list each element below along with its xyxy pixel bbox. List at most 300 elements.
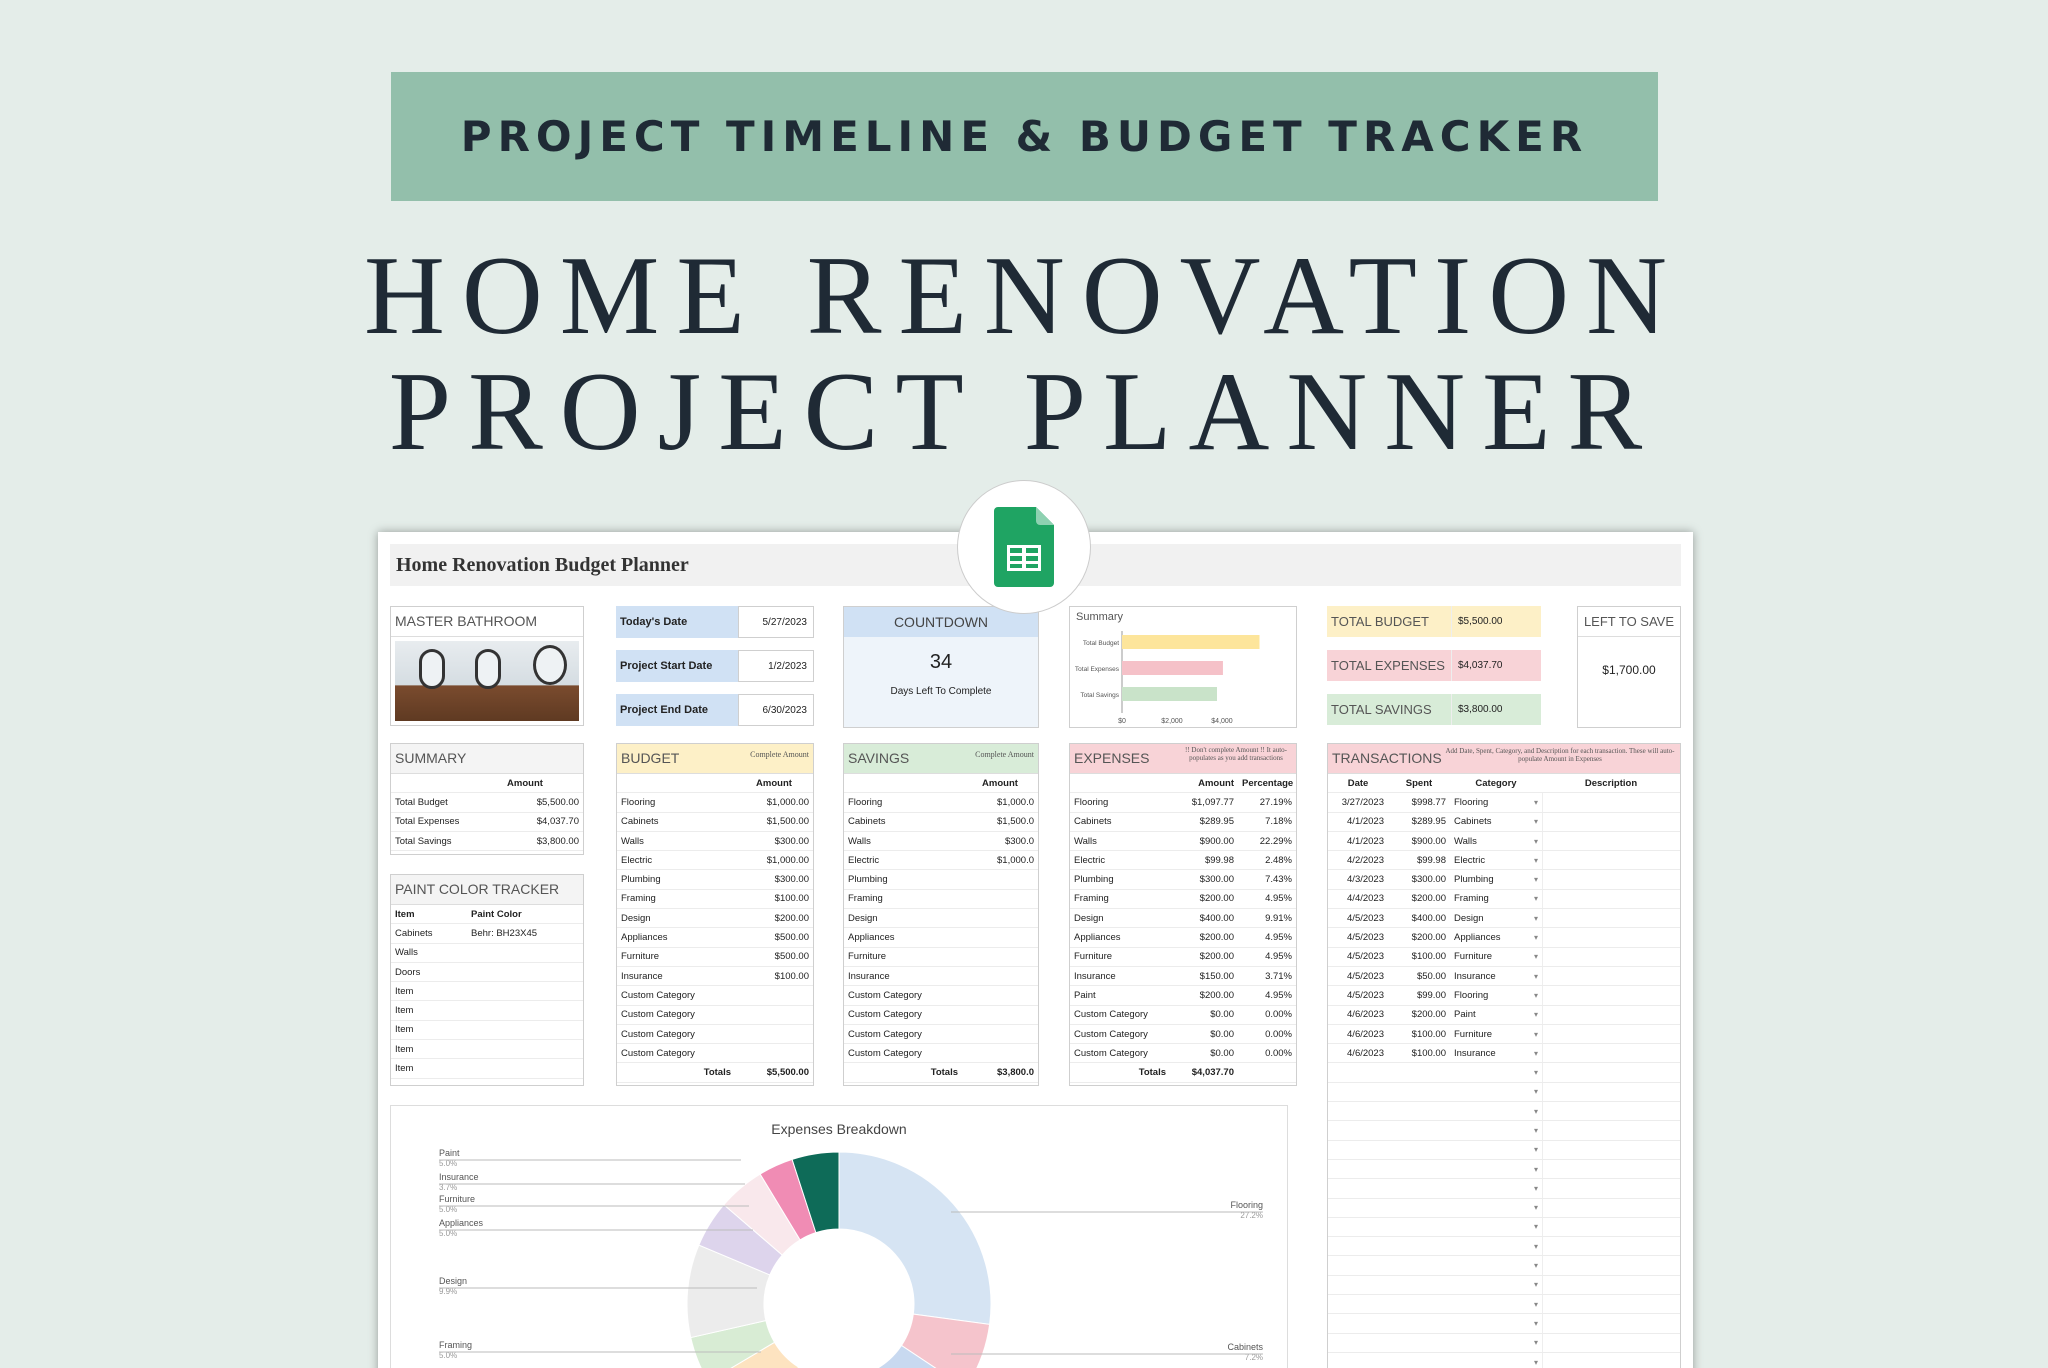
- dropdown-arrow-icon[interactable]: ▾: [1534, 1280, 1539, 1290]
- tx-date[interactable]: 4/1/2023: [1347, 816, 1384, 828]
- table-row: [617, 909, 813, 928]
- table-row: [844, 909, 1038, 928]
- date-value[interactable]: 5/27/2023: [738, 606, 814, 638]
- table-row: [391, 944, 583, 963]
- category-label: Framing: [848, 893, 883, 905]
- dropdown-arrow-icon[interactable]: ▾: [1534, 933, 1539, 943]
- table-row: [1070, 832, 1296, 851]
- slice-percentage: 5.0%: [439, 1159, 458, 1168]
- tx-description[interactable]: [1542, 1083, 1680, 1101]
- tx-description[interactable]: [1542, 832, 1680, 850]
- percentage-cell: 2.48%: [1265, 854, 1292, 866]
- dropdown-arrow-icon[interactable]: ▾: [1534, 1164, 1539, 1174]
- tx-category[interactable]: Insurance: [1454, 970, 1496, 982]
- date-panel: [616, 606, 814, 726]
- column-header: Amount: [982, 777, 1018, 789]
- totals-value: $3,800.0: [997, 1067, 1034, 1079]
- tx-date[interactable]: 4/4/2023: [1347, 893, 1384, 905]
- column-header: Amount: [1198, 777, 1234, 789]
- dropdown-arrow-icon[interactable]: ▾: [1534, 1048, 1539, 1058]
- paint-item[interactable]: Item: [395, 1063, 414, 1075]
- column-header: Item: [395, 908, 415, 920]
- table-header: [844, 774, 1038, 793]
- bathroom-photo: [395, 641, 579, 721]
- paint-item[interactable]: Cabinets: [395, 927, 433, 939]
- summary-chart-svg: [1070, 629, 1296, 725]
- tx-spent[interactable]: $100.00: [1411, 1047, 1446, 1059]
- slice-label: Flooring: [1230, 1200, 1263, 1210]
- tx-description[interactable]: [1542, 1160, 1680, 1178]
- tx-description[interactable]: [1542, 1044, 1680, 1062]
- totals-row: [617, 1063, 813, 1082]
- table-row: [1328, 1044, 1680, 1063]
- amount-cell: $200.00: [1199, 951, 1234, 963]
- row-value: $3,800.00: [536, 835, 579, 847]
- table-row: [1328, 813, 1680, 832]
- paint-item[interactable]: Item: [395, 1043, 414, 1055]
- category-label: Walls: [1074, 835, 1097, 847]
- amount-cell[interactable]: $500.00: [774, 932, 809, 944]
- date-value[interactable]: 6/30/2023: [738, 694, 814, 726]
- row-label: Total Budget: [395, 796, 448, 808]
- tx-description[interactable]: [1542, 1121, 1680, 1139]
- tx-description[interactable]: [1542, 909, 1680, 927]
- paint-item[interactable]: Item: [395, 1024, 414, 1036]
- category-label: Appliances: [1074, 932, 1121, 944]
- paint-item[interactable]: Walls: [395, 947, 418, 959]
- tx-category[interactable]: Paint: [1454, 1009, 1476, 1021]
- table-header: [391, 905, 583, 924]
- tx-spent[interactable]: $998.77: [1411, 796, 1446, 808]
- category-label: Custom Category: [621, 1047, 695, 1059]
- countdown-card: [843, 606, 1039, 728]
- category-label: Flooring: [848, 796, 883, 808]
- totals-row: [1070, 1063, 1296, 1082]
- tx-description[interactable]: [1542, 1102, 1680, 1120]
- expenses-label: EXPENSES: [1074, 750, 1150, 766]
- summary-bar-label: Total Budget: [1082, 640, 1119, 647]
- tx-category[interactable]: Electric: [1454, 854, 1486, 866]
- column-header: Category: [1475, 777, 1517, 789]
- percentage-cell: 7.18%: [1265, 816, 1292, 828]
- dropdown-arrow-icon[interactable]: ▾: [1534, 1029, 1539, 1039]
- category-label: Flooring: [621, 796, 656, 808]
- amount-cell[interactable]: $1,000.00: [766, 854, 809, 866]
- tx-date[interactable]: 4/5/2023: [1347, 970, 1384, 982]
- table-row: [617, 890, 813, 909]
- table-row: [844, 890, 1038, 909]
- total-label: TOTAL BUDGET: [1327, 606, 1451, 637]
- tx-date[interactable]: 4/5/2023: [1347, 912, 1384, 924]
- tx-spent[interactable]: $200.00: [1411, 1009, 1446, 1021]
- table-row: [1328, 1353, 1680, 1368]
- amount-cell[interactable]: $300.00: [774, 874, 809, 886]
- table-row: [391, 832, 583, 851]
- totals-label: Totals: [1138, 1067, 1166, 1079]
- table-row: [617, 832, 813, 851]
- table-row: [844, 870, 1038, 889]
- column-header: Amount: [756, 777, 792, 789]
- percentage-cell: 4.95%: [1265, 932, 1292, 944]
- tx-category[interactable]: Furniture: [1454, 1028, 1493, 1040]
- tx-date[interactable]: 4/2/2023: [1347, 854, 1384, 866]
- budget-note: Complete Amount: [750, 750, 809, 759]
- budget-label: BUDGET: [621, 750, 680, 766]
- amount-cell[interactable]: $100.00: [774, 893, 809, 905]
- amount-cell: $289.95: [1199, 816, 1234, 828]
- dropdown-arrow-icon[interactable]: ▾: [1534, 913, 1539, 923]
- paint-item[interactable]: Item: [395, 985, 414, 997]
- tx-category[interactable]: Cabinets: [1454, 816, 1492, 828]
- amount-cell[interactable]: $1,000.0: [997, 854, 1034, 866]
- table-row: [1070, 870, 1296, 889]
- percentage-cell: 4.95%: [1265, 989, 1292, 1001]
- google-sheets-icon: [957, 480, 1091, 614]
- tx-category[interactable]: Flooring: [1454, 796, 1489, 808]
- category-label: Plumbing: [621, 874, 661, 886]
- room-label: MASTER BATHROOM: [391, 607, 583, 637]
- sheet-heading: Home Renovation Budget Planner: [390, 544, 1681, 586]
- table-row: [1328, 1199, 1680, 1218]
- column-header: Percentage: [1242, 777, 1294, 789]
- tx-spent[interactable]: $200.00: [1411, 932, 1446, 944]
- table-row: [844, 967, 1038, 986]
- amount-cell: $1,097.77: [1191, 796, 1234, 808]
- category-label: Furniture: [848, 951, 887, 963]
- category-label: Framing: [1074, 893, 1109, 905]
- tx-category[interactable]: Appliances: [1454, 932, 1501, 944]
- table-row: [617, 1006, 813, 1025]
- category-label: Insurance: [848, 970, 890, 982]
- totals-value: $4,037.70: [1191, 1067, 1234, 1079]
- amount-cell[interactable]: $500.00: [774, 951, 809, 963]
- dropdown-arrow-icon[interactable]: ▾: [1534, 1222, 1539, 1232]
- table-row: [1328, 1218, 1680, 1237]
- category-label: Custom Category: [848, 1047, 922, 1059]
- tx-description[interactable]: [1542, 1199, 1680, 1217]
- left-to-save-label: LEFT TO SAVE: [1578, 607, 1680, 637]
- amount-cell[interactable]: $100.00: [774, 970, 809, 982]
- amount-cell[interactable]: $1,000.0: [997, 796, 1034, 808]
- slice-percentage: 5.0%: [439, 1205, 458, 1214]
- dropdown-arrow-icon[interactable]: ▾: [1534, 1183, 1539, 1193]
- percentage-cell: 0.00%: [1265, 1028, 1292, 1040]
- paint-item[interactable]: Doors: [395, 966, 421, 978]
- dropdown-arrow-icon[interactable]: ▾: [1534, 1203, 1539, 1213]
- table-row: [617, 967, 813, 986]
- column-header: Description: [1584, 777, 1638, 789]
- date-label: Project Start Date: [616, 650, 738, 682]
- tick-label: $2,000: [1161, 718, 1183, 725]
- slice-label: Framing: [439, 1340, 473, 1350]
- amount-cell: $200.00: [1199, 893, 1234, 905]
- tx-description[interactable]: [1542, 1295, 1680, 1313]
- dropdown-arrow-icon[interactable]: ▾: [1534, 1106, 1539, 1116]
- date-row: [616, 606, 814, 638]
- tx-description[interactable]: [1542, 1006, 1680, 1024]
- tx-spent[interactable]: $99.98: [1416, 854, 1446, 866]
- table-row: [617, 851, 813, 870]
- summary-bar: [1122, 687, 1217, 701]
- dropdown-arrow-icon[interactable]: ▾: [1534, 1299, 1539, 1309]
- amount-cell[interactable]: $200.00: [774, 912, 809, 924]
- dropdown-arrow-icon[interactable]: ▾: [1534, 1145, 1539, 1155]
- tx-spent[interactable]: $99.00: [1416, 989, 1446, 1001]
- percentage-cell: 7.43%: [1265, 874, 1292, 886]
- amount-cell: $900.00: [1199, 835, 1234, 847]
- category-label: Cabinets: [848, 816, 886, 828]
- countdown-caption: Days Left To Complete: [890, 686, 992, 697]
- table-row: [1328, 967, 1680, 986]
- table-row: [1328, 890, 1680, 909]
- category-label: Furniture: [1074, 951, 1113, 963]
- dropdown-arrow-icon[interactable]: ▾: [1534, 952, 1539, 962]
- category-label: Cabinets: [1074, 816, 1112, 828]
- column-header: Spent: [1405, 777, 1433, 789]
- tx-category[interactable]: Walls: [1454, 835, 1477, 847]
- tx-description[interactable]: [1542, 851, 1680, 869]
- table-header: [617, 774, 813, 793]
- category-label: Custom Category: [848, 1028, 922, 1040]
- paint-label: PAINT COLOR TRACKER: [391, 875, 583, 905]
- totals-row: [844, 1063, 1038, 1082]
- dropdown-arrow-icon[interactable]: ▾: [1534, 894, 1539, 904]
- percentage-cell: 22.29%: [1259, 835, 1292, 847]
- amount-cell: $200.00: [1199, 932, 1234, 944]
- chart-title: Expenses Breakdown: [771, 1121, 907, 1137]
- slice-percentage: 3.7%: [439, 1183, 458, 1192]
- tx-category[interactable]: Furniture: [1454, 951, 1493, 963]
- tx-spent[interactable]: $900.00: [1411, 835, 1446, 847]
- amount-cell: $400.00: [1199, 912, 1234, 924]
- spreadsheet-preview: [378, 532, 1693, 1368]
- table-header: [1070, 774, 1296, 793]
- date-value[interactable]: 1/2/2023: [738, 650, 814, 682]
- tx-category[interactable]: Plumbing: [1454, 874, 1494, 886]
- tx-description[interactable]: [1542, 890, 1680, 908]
- category-label: Custom Category: [621, 1028, 695, 1040]
- paint-item[interactable]: Item: [395, 1005, 414, 1017]
- table-row: [1070, 909, 1296, 928]
- dropdown-arrow-icon[interactable]: ▾: [1534, 1357, 1539, 1367]
- slice-label: Paint: [439, 1148, 460, 1158]
- percentage-cell: 4.95%: [1265, 893, 1292, 905]
- amount-cell[interactable]: $1,500.0: [997, 816, 1034, 828]
- percentage-cell: 0.00%: [1265, 1047, 1292, 1059]
- slice-label: Appliances: [439, 1218, 484, 1228]
- tx-date[interactable]: 3/27/2023: [1341, 796, 1384, 808]
- tx-category[interactable]: Framing: [1454, 893, 1489, 905]
- amount-cell: $0.00: [1210, 1028, 1234, 1040]
- total-label: TOTAL SAVINGS: [1327, 694, 1451, 725]
- tx-description[interactable]: [1542, 967, 1680, 985]
- tx-description[interactable]: [1542, 1256, 1680, 1274]
- table-row: [391, 1059, 583, 1078]
- tx-category[interactable]: Design: [1454, 912, 1484, 924]
- tx-description[interactable]: [1542, 870, 1680, 888]
- total-value: $4,037.70: [1451, 650, 1541, 681]
- tx-description[interactable]: [1542, 1276, 1680, 1294]
- table-row: [1070, 1025, 1296, 1044]
- category-label: Flooring: [1074, 796, 1109, 808]
- tx-date[interactable]: 4/6/2023: [1347, 1009, 1384, 1021]
- category-label: Cabinets: [621, 816, 659, 828]
- row-value: $5,500.00: [536, 796, 579, 808]
- category-label: Design: [1074, 912, 1104, 924]
- table-row: [617, 986, 813, 1005]
- table-row: [1328, 948, 1680, 967]
- tx-description[interactable]: [1542, 813, 1680, 831]
- dropdown-arrow-icon[interactable]: ▾: [1534, 875, 1539, 885]
- dropdown-arrow-icon[interactable]: ▾: [1534, 1087, 1539, 1097]
- tx-description[interactable]: [1542, 928, 1680, 946]
- amount-cell[interactable]: $1,000.00: [766, 796, 809, 808]
- tx-description[interactable]: [1542, 1334, 1680, 1352]
- table-row: [1328, 909, 1680, 928]
- tx-spent[interactable]: $400.00: [1411, 912, 1446, 924]
- total-expenses-row: [1327, 650, 1541, 681]
- dropdown-arrow-icon[interactable]: ▾: [1534, 836, 1539, 846]
- tx-description[interactable]: [1542, 1237, 1680, 1255]
- percentage-cell: 9.91%: [1265, 912, 1292, 924]
- slice-percentage: 9.9%: [439, 1287, 458, 1296]
- table-row: [1070, 1006, 1296, 1025]
- dropdown-arrow-icon[interactable]: ▾: [1534, 1068, 1539, 1078]
- tx-description[interactable]: [1542, 1353, 1680, 1368]
- tx-date[interactable]: 4/3/2023: [1347, 874, 1384, 886]
- tx-description[interactable]: [1542, 1063, 1680, 1081]
- column-header: Date: [1347, 777, 1369, 789]
- summary-bar: [1122, 661, 1223, 675]
- tx-description[interactable]: [1542, 1179, 1680, 1197]
- table-row: [1328, 832, 1680, 851]
- table-row: [1328, 1083, 1680, 1102]
- category-label: Walls: [621, 835, 644, 847]
- table-row: [1070, 967, 1296, 986]
- dropdown-arrow-icon[interactable]: ▾: [1534, 1318, 1539, 1328]
- row-label: Total Expenses: [395, 816, 460, 828]
- category-label: Electric: [848, 854, 880, 866]
- total-value: $3,800.00: [1451, 694, 1541, 725]
- table-row: [1328, 1295, 1680, 1314]
- slice-percentage: 5.0%: [439, 1229, 458, 1238]
- slice-percentage: 5.0%: [439, 1351, 458, 1360]
- dropdown-arrow-icon[interactable]: ▾: [1534, 1125, 1539, 1135]
- summary-label: SUMMARY: [391, 744, 583, 774]
- transactions-label: TRANSACTIONS: [1332, 750, 1442, 766]
- table-row: [844, 1006, 1038, 1025]
- amount-cell[interactable]: $300.0: [1004, 835, 1034, 847]
- dropdown-arrow-icon[interactable]: ▾: [1534, 797, 1539, 807]
- table-header: [391, 774, 583, 793]
- savings-note: Complete Amount: [975, 750, 1034, 759]
- dropdown-arrow-icon[interactable]: ▾: [1534, 855, 1539, 865]
- tx-description[interactable]: [1542, 793, 1680, 811]
- category-label: Custom Category: [848, 1009, 922, 1021]
- category-label: Custom Category: [621, 989, 695, 1001]
- tx-description[interactable]: [1542, 1141, 1680, 1159]
- table-row: [1070, 948, 1296, 967]
- tx-date[interactable]: 4/6/2023: [1347, 1028, 1384, 1040]
- tx-description[interactable]: [1542, 1025, 1680, 1043]
- amount-cell[interactable]: $1,500.00: [766, 816, 809, 828]
- tx-date[interactable]: 4/1/2023: [1347, 835, 1384, 847]
- countdown-label: COUNTDOWN: [844, 607, 1038, 637]
- table-row: [617, 793, 813, 812]
- amount-cell: $0.00: [1210, 1047, 1234, 1059]
- table-row: [1070, 986, 1296, 1005]
- total-label: TOTAL EXPENSES: [1327, 650, 1451, 681]
- slice-label: Design: [439, 1276, 468, 1286]
- tx-description[interactable]: [1542, 986, 1680, 1004]
- dropdown-arrow-icon[interactable]: ▾: [1534, 817, 1539, 827]
- table-row: [1328, 1006, 1680, 1025]
- table-row: [391, 793, 583, 812]
- table-row: [1328, 1237, 1680, 1256]
- table-row: [391, 963, 583, 982]
- dropdown-arrow-icon[interactable]: ▾: [1534, 1338, 1539, 1348]
- category-label: Framing: [621, 893, 656, 905]
- budget-table: [616, 743, 814, 1086]
- tx-category[interactable]: Insurance: [1454, 1047, 1496, 1059]
- tx-spent[interactable]: $200.00: [1411, 893, 1446, 905]
- tx-description[interactable]: [1542, 1218, 1680, 1236]
- paint-color[interactable]: Behr: BH23X45: [471, 927, 538, 939]
- table-row: [1328, 1256, 1680, 1275]
- table-row: [844, 851, 1038, 870]
- category-label: Electric: [621, 854, 653, 866]
- category-label: Design: [621, 912, 651, 924]
- tx-spent[interactable]: $100.00: [1411, 951, 1446, 963]
- table-row: [844, 986, 1038, 1005]
- table-row: [1328, 986, 1680, 1005]
- dropdown-arrow-icon[interactable]: ▾: [1534, 1010, 1539, 1020]
- tx-spent[interactable]: $50.00: [1416, 970, 1446, 982]
- tx-spent[interactable]: $100.00: [1411, 1028, 1446, 1040]
- dropdown-arrow-icon[interactable]: ▾: [1534, 990, 1539, 1000]
- tx-date[interactable]: 4/5/2023: [1347, 951, 1384, 963]
- row-value: $4,037.70: [536, 816, 579, 828]
- tx-category[interactable]: Flooring: [1454, 989, 1489, 1001]
- table-row: [844, 948, 1038, 967]
- row-label: Total Savings: [395, 835, 452, 847]
- tx-description[interactable]: [1542, 948, 1680, 966]
- tx-date[interactable]: 4/5/2023: [1347, 932, 1384, 944]
- tx-spent[interactable]: $300.00: [1411, 874, 1446, 886]
- dropdown-arrow-icon[interactable]: ▾: [1534, 1241, 1539, 1251]
- table-row: [1328, 1102, 1680, 1121]
- table-row: [391, 1001, 583, 1020]
- date-label: Today's Date: [616, 606, 738, 638]
- table-row: [617, 1025, 813, 1044]
- table-row: [844, 1044, 1038, 1063]
- table-row: [844, 813, 1038, 832]
- tx-date[interactable]: 4/5/2023: [1347, 989, 1384, 1001]
- tx-date[interactable]: 4/6/2023: [1347, 1047, 1384, 1059]
- dropdown-arrow-icon[interactable]: ▾: [1534, 1261, 1539, 1271]
- slice-percentage: 27.2%: [1240, 1211, 1263, 1220]
- dropdown-arrow-icon[interactable]: ▾: [1534, 971, 1539, 981]
- table-row: [617, 948, 813, 967]
- paint-color-tracker: [390, 874, 584, 1086]
- table-row: [617, 1044, 813, 1063]
- tx-description[interactable]: [1542, 1314, 1680, 1332]
- tx-spent[interactable]: $289.95: [1411, 816, 1446, 828]
- left-to-save-card: [1577, 606, 1681, 728]
- amount-cell[interactable]: $300.00: [774, 835, 809, 847]
- date-row: [616, 650, 814, 682]
- table-row: [391, 924, 583, 943]
